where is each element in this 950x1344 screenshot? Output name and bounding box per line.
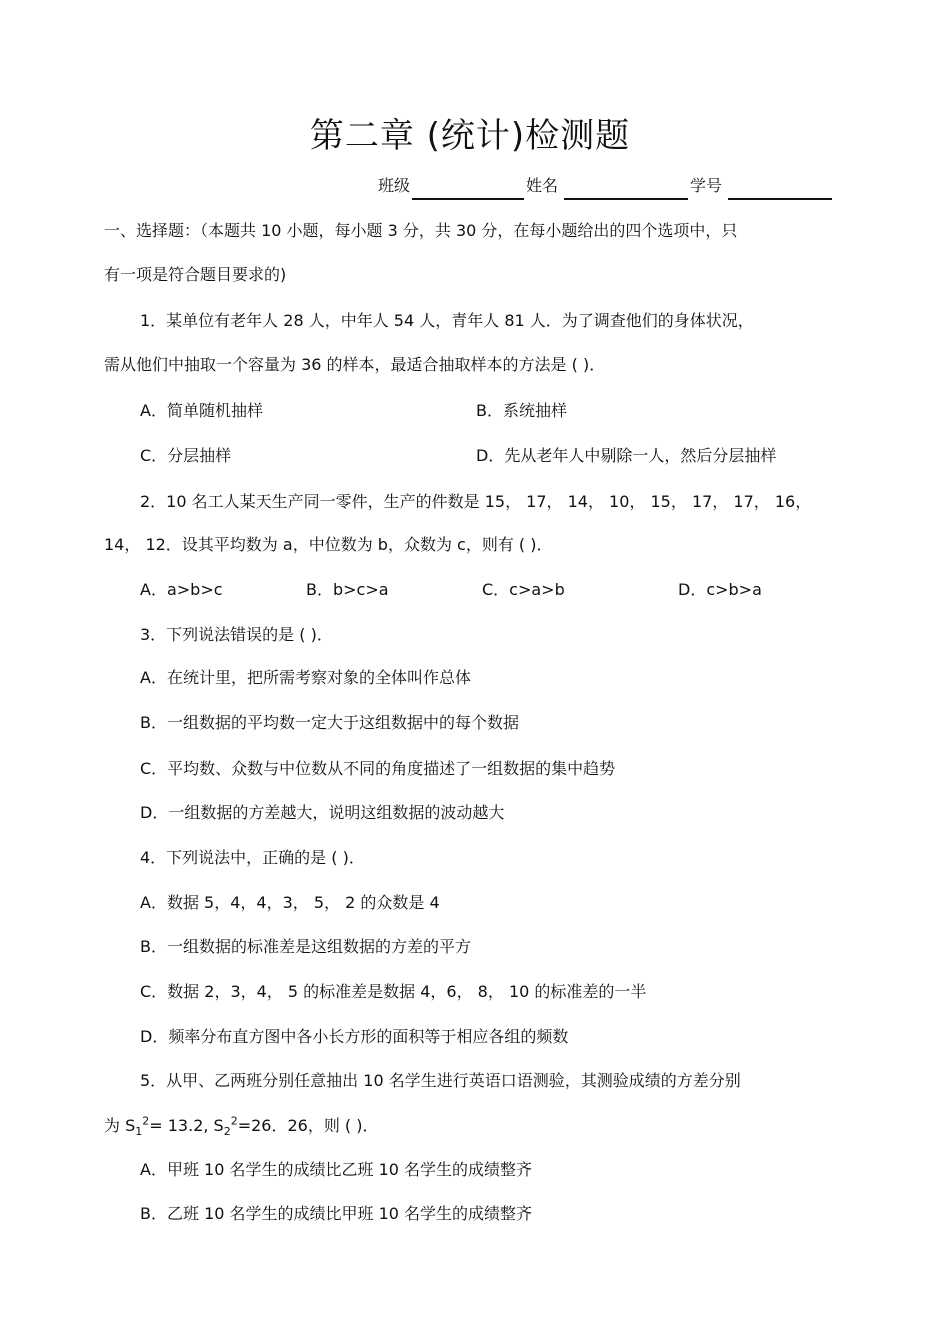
question-1-option-d: D．先从老年人中剔除一人，然后分层抽样 [476, 446, 777, 465]
question-5-stem-line1: 5．从甲、乙两班分别任意抽出 10 名学生进行英语口语测验，其测验成绩的方差分别 [140, 1071, 741, 1090]
variance-mid: = 13.2, S [149, 1116, 224, 1135]
question-2-option-b: B．b>c>a [306, 580, 389, 599]
question-2-option-c: C．c>a>b [482, 580, 565, 599]
question-5-stem-line2 [104, 1113, 379, 1139]
student-info-row [378, 172, 834, 200]
question-3-option-a: A．在统计里，把所需考察对象的全体叫作总体 [140, 668, 471, 687]
question-2-stem-line1: 2．10 名工人某天生产同一零件，生产的件数是 15， 17， 14， 10， 15， 17， 17， 16， [140, 492, 812, 511]
id-label: 学号 [690, 176, 723, 195]
question-1-option-b: B．系统抽样 [476, 401, 567, 420]
question-4-option-d: D．频率分布直方图中各小长方形的面积等于相应各组的频数 [140, 1027, 569, 1046]
question-4-option-a: A．数据 5，4，4，3， 5， 2 的众数是 4 [140, 893, 440, 912]
variance-suffix: =26．26，则 ( )． [237, 1116, 379, 1135]
question-3-option-c: C．平均数、众数与中位数从不同的角度描述了一组数据的集中趋势 [140, 759, 616, 778]
superscript-2: 2 [230, 1114, 238, 1128]
section-heading-line1: 一、选择题：（本题共 10 小题，每小题 3 分，共 30 分，在每小题给出的四个选项中，只 [104, 221, 738, 240]
question-1-option-c: C．分层抽样 [140, 446, 232, 465]
question-5-option-a: A．甲班 10 名学生的成绩比乙班 10 名学生的成绩整齐 [140, 1160, 533, 1179]
question-5-option-b: B．乙班 10 名学生的成绩比甲班 10 名学生的成绩整齐 [140, 1204, 533, 1223]
subscript-2: 2 [223, 1125, 231, 1139]
question-1-stem-line1: 1．某单位有老年人 28 人，中年人 54 人，青年人 81 人．为了调查他们的身体状况， [140, 311, 754, 330]
name-label: 姓名 [526, 176, 559, 195]
question-4-option-b: B．一组数据的标准差是这组数据的方差的平方 [140, 937, 471, 956]
superscript-1: 2 [142, 1114, 150, 1128]
question-2-stem-line2: 14， 12．设其平均数为 a，中位数为 b，众数为 c，则有 ( )． [104, 535, 553, 554]
class-blank[interactable] [412, 178, 524, 200]
name-blank[interactable] [564, 178, 688, 200]
class-label: 班级 [378, 176, 411, 195]
page-title: 第二章 (统计)检测题 [309, 116, 631, 156]
question-3-option-d: D．一组数据的方差越大，说明这组数据的波动越大 [140, 803, 505, 822]
question-1-option-a: A．简单随机抽样 [140, 401, 263, 420]
question-1-stem-line2: 需从他们中抽取一个容量为 36 的样本，最适合抽取样本的方法是 ( )． [104, 355, 606, 374]
question-3-stem: 3．下列说法错误的是 ( )． [140, 625, 333, 644]
question-4-stem: 4．下列说法中，正确的是 ( )． [140, 848, 365, 867]
id-blank[interactable] [728, 178, 832, 200]
section-heading-line2: 有一项是符合题目要求的) [104, 265, 287, 284]
subscript-1: 1 [135, 1125, 143, 1139]
question-2-option-a: A．a>b>c [140, 580, 223, 599]
question-2-option-d: D．c>b>a [678, 580, 762, 599]
question-4-option-c: C．数据 2，3，4， 5 的标准差是数据 4，6， 8， 10 的标准差的一半 [140, 982, 647, 1001]
question-3-option-b: B．一组数据的平均数一定大于这组数据中的每个数据 [140, 713, 519, 732]
variance-prefix: 为 S [104, 1116, 136, 1135]
